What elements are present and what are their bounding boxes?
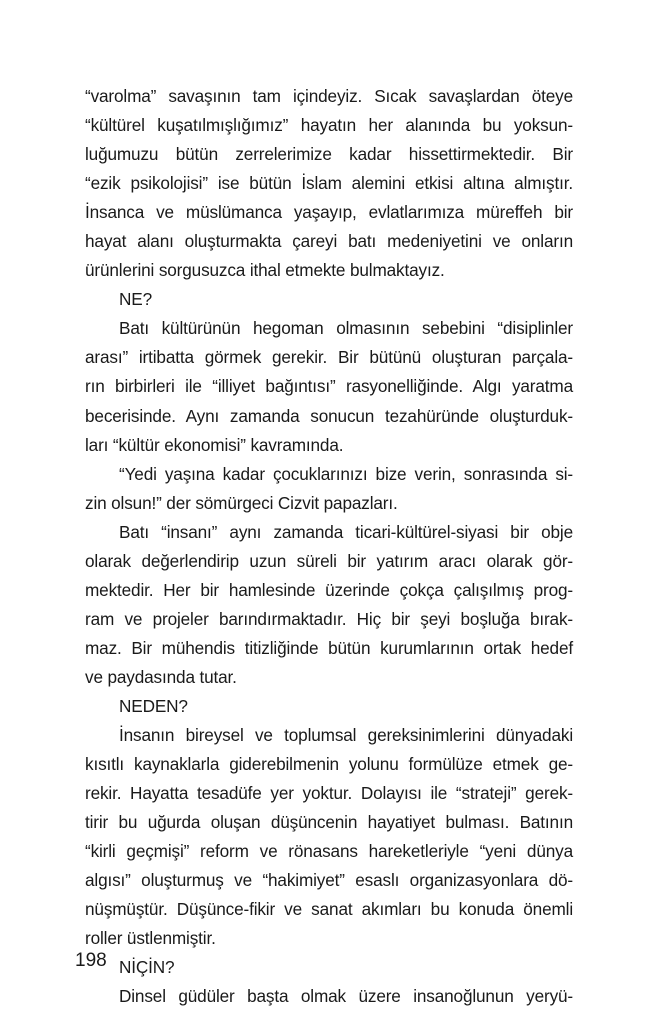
text-line: maz. Bir mühendis titizliğinde bütün kurumlarının ortak hedef	[85, 637, 573, 658]
section-heading-ne: NE?	[119, 289, 152, 310]
text-line: hayat alanı oluşturmakta çareyi batı medeniyetini ve onların	[85, 231, 573, 252]
text-line: “varolma” savaşının tam içindeyiz. Sıcak savaşlardan öteye	[85, 86, 573, 106]
text-line: Dinsel güdüler başta olmak üzere insanoğlunun yeryü-	[119, 986, 573, 1007]
text-line: zin olsun!” der sömürgeci Cizvit papazları.	[85, 492, 398, 513]
text-line: kısıtlı kaynaklarla giderebilmenin yolunu formülüze etmek ge-	[85, 754, 573, 775]
text-line: ve paydasında tutar.	[85, 666, 237, 687]
text-line: İnsanın bireysel ve toplumsal gereksinimlerini dünyadaki	[119, 725, 573, 746]
text-line: algısı” oluşturmuş ve “hakimiyet” esaslı organizasyonlara dö-	[85, 870, 573, 891]
section-heading-neden: NEDEN?	[119, 695, 188, 716]
text-line: ürünlerini sorgusuzca ithal etmekte bulmaktayız.	[85, 260, 445, 281]
text-line: rekir. Hayatta tesadüfe yer yoktur. Dolayısı ile “strateji” gerek-	[85, 783, 573, 804]
text-line: arası” irtibatta görmek gerekir. Bir bütünü oluşturan parçala-	[85, 347, 573, 368]
text-line: tirir bu uğurda oluşan düşüncenin hayatiyet bulması. Batının	[85, 812, 573, 833]
section-heading-nicin: NİÇİN?	[119, 957, 175, 978]
page-number: 198	[75, 950, 107, 971]
page-body	[85, 82, 573, 1012]
text-line: becerisinde. Aynı zamanda sonucun tezahüründe oluşturduk-	[85, 405, 573, 426]
text-line: Batı kültürünün hegoman olmasının sebebini “disiplinler	[119, 318, 573, 339]
text-line: Batı “insanı” aynı zamanda ticari-kültürel-siyasi bir obje	[119, 521, 573, 542]
text-line: roller üstlenmiştir.	[85, 928, 216, 949]
text-line: mektedir. Her bir hamlesinde üzerinde çokça çalışılmış prog-	[85, 579, 573, 600]
text-line: “Yedi yaşına kadar çocuklarınızı bize verin, sonrasında si-	[119, 463, 573, 484]
text-line: ram ve projeler barındırmaktadır. Hiç bir şeyi boşluğa bırak-	[85, 608, 573, 629]
text-line: “ezik psikolojisi” ise bütün İslam alemini etkisi altına almıştır.	[85, 173, 573, 194]
text-line: “kirli geçmişi” reform ve rönasans hareketleriyle “yeni dünya	[85, 841, 573, 862]
text-line: rın birbirleri ile “illiyet bağıntısı” rasyonelliğinde. Algı yaratma	[85, 376, 573, 397]
text-line: İnsanca ve müslümanca yaşayıp, evlatlarımıza müreffeh bir	[85, 202, 573, 223]
text-line: nüşmüştür. Düşünce-fikir ve sanat akımları bu konuda önemli	[85, 899, 573, 920]
text-line: “kültürel kuşatılmışlığımız” hayatın her alanında bu yoksun-	[85, 115, 573, 136]
text-line: ları “kültür ekonomisi” kavramında.	[85, 434, 344, 455]
text-line: luğumuzu bütün zerrelerimize kadar hissettirmektedir. Bir	[85, 144, 573, 165]
text-line: olarak değerlendirip uzun süreli bir yatırım aracı olarak gör-	[85, 550, 573, 571]
